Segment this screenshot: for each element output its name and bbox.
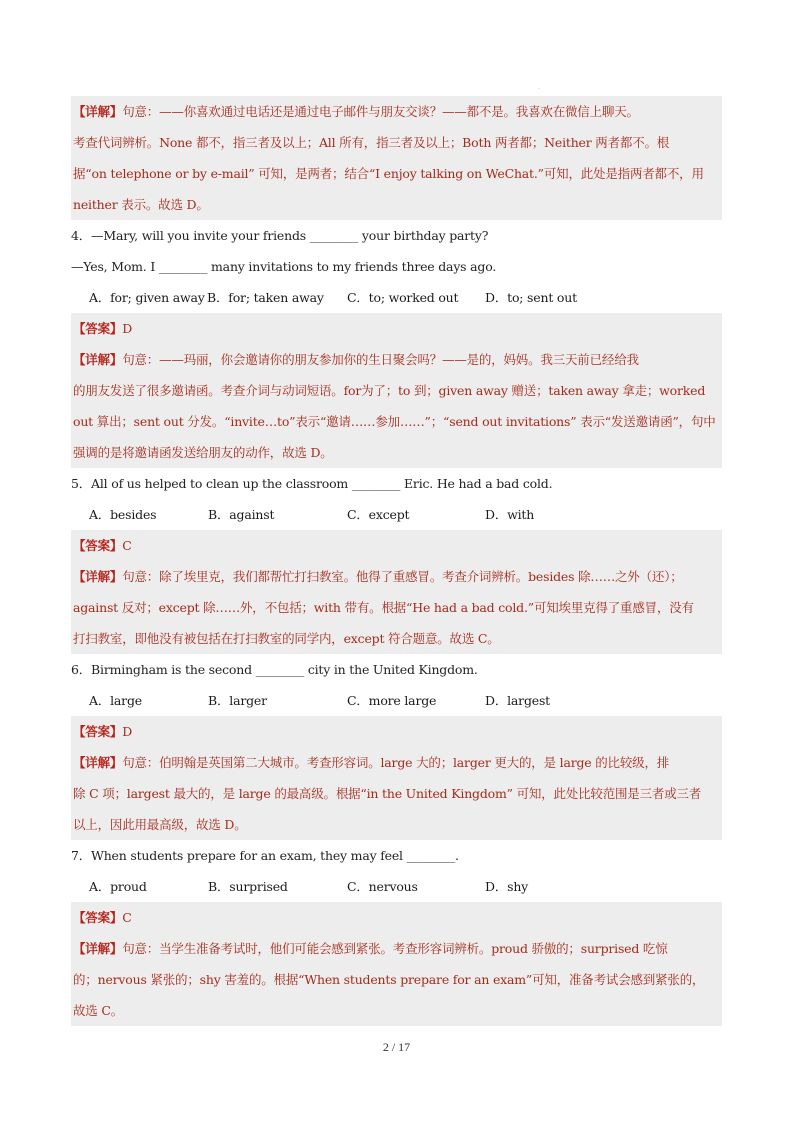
answer-line bbox=[73, 313, 720, 344]
explanation-tag: 【详解】 bbox=[73, 755, 123, 770]
option-a: A．besides bbox=[89, 507, 157, 522]
option-b: B．for; taken away bbox=[207, 290, 324, 305]
option-a: A．large bbox=[89, 693, 142, 708]
explanation-tag: 【详解】 bbox=[73, 352, 123, 367]
explanation-tag: 【详解】 bbox=[73, 941, 123, 956]
question-line: 5．All of us helped to clean up the classroom ________ Eric. He had a bad cold. bbox=[71, 476, 553, 491]
option-d: D．shy bbox=[485, 879, 529, 894]
option-b: B．surprised bbox=[208, 879, 288, 894]
document-body bbox=[71, 96, 722, 1026]
answer-line bbox=[73, 902, 720, 933]
explanation-line: 的朋友发送了很多邀请函。考查介词与动词短语。for为了；to 到；given away 赠送；taken away 拿走；worked bbox=[73, 383, 706, 398]
question-line: 4．—Mary, will you invite your friends ________ your birthday party? bbox=[71, 228, 489, 243]
explanation-line: 【详解】句意：当学生准备考试时，他们可能会感到紧张。考查形容词辨析。proud 骄傲的；surprised 吃惊 bbox=[73, 941, 668, 956]
scan-dot: · bbox=[538, 86, 540, 93]
question-4 bbox=[71, 220, 722, 313]
option-a: A．for; given away bbox=[89, 290, 205, 305]
q6-answer-block bbox=[71, 716, 722, 840]
page-number: 2 / 17 bbox=[382, 1040, 411, 1054]
explanation-line: 故选 C。 bbox=[73, 1003, 124, 1018]
option-d: D．largest bbox=[485, 693, 550, 708]
explanation-tag: 【详解】 bbox=[73, 569, 123, 584]
options-row bbox=[71, 871, 722, 902]
question-line: 7．When students prepare for an exam, they may feel ________. bbox=[71, 848, 459, 863]
answer-tag: 【答案】 bbox=[73, 910, 123, 925]
option-a: A．proud bbox=[89, 879, 147, 894]
explanation-line: 【详解】句意：伯明翰是英国第二大城市。考查形容词。large 大的；larger 更大的，是 large 的比较级，排 bbox=[73, 755, 670, 770]
question-line: —Yes, Mom. I ________ many invitations to my friends three days ago. bbox=[71, 259, 497, 274]
option-c: C．more large bbox=[347, 693, 437, 708]
options-row bbox=[71, 685, 722, 716]
explanation-line: 【详解】句意：——你喜欢通过电话还是通过电子邮件与朋友交谈？——都不是。我喜欢在微信上聊天。 bbox=[73, 104, 639, 119]
q5-answer-block bbox=[71, 530, 722, 654]
answer-line bbox=[73, 716, 720, 747]
answer-value: D bbox=[122, 321, 133, 336]
answer-value: C bbox=[122, 538, 132, 553]
explanation-line: 的；nervous 紧张的；shy 害羞的。根据“When students prepare for an exam”可知，准备考试会感到紧张的， bbox=[73, 972, 705, 987]
explanation-line: 【详解】句意：——玛丽，你会邀请你的朋友参加你的生日聚会吗？——是的，妈妈。我三天前已经给我 bbox=[73, 352, 639, 367]
answer-tag: 【答案】 bbox=[73, 538, 123, 553]
explanation-line: out 算出；sent out 分发。“invite…to”表示“邀请……参加……”；“send out invitations” 表示“发送邀请函”，句中 bbox=[73, 414, 716, 429]
explanation-line: against 反对；except 除……外，不包括；with 带有。根据“He had a bad cold.”可知埃里克得了重感冒，没有 bbox=[73, 600, 694, 615]
options-row bbox=[71, 282, 722, 313]
explanation-tag: 【详解】 bbox=[73, 104, 123, 119]
explanation-line: 【详解】句意：除了埃里克，我们都帮忙打扫教室。他得了重感冒。考查介词辨析。besides 除……之外（还）； bbox=[73, 569, 683, 584]
answer-value: D bbox=[122, 724, 133, 739]
explanation-line: 强调的是将邀请函发送给朋友的动作，故选 D。 bbox=[73, 445, 333, 460]
option-c: C．nervous bbox=[347, 879, 418, 894]
answer-tag: 【答案】 bbox=[73, 321, 123, 336]
explanation-line: 除 C 项；largest 最大的，是 large 的最高级。根据“in the United Kingdom” 可知，此处比较范围是三者或三者 bbox=[73, 786, 702, 801]
option-c: C．to; worked out bbox=[347, 290, 459, 305]
question-7 bbox=[71, 840, 722, 902]
q3-explanation-block bbox=[71, 96, 722, 220]
question-line: 6．Birmingham is the second ________ city in the United Kingdom. bbox=[71, 662, 478, 677]
q7-answer-block bbox=[71, 902, 722, 1026]
answer-line bbox=[73, 530, 720, 561]
option-b: B．against bbox=[208, 507, 275, 522]
explanation-line: neither 表示。故选 D。 bbox=[73, 197, 209, 212]
option-d: D．with bbox=[485, 507, 535, 522]
option-d: D．to; sent out bbox=[485, 290, 577, 305]
explanation-line: 考查代词辨析。None 都不，指三者及以上；All 所有，指三者及以上；Both 两者都；Neither 两者都不。根 bbox=[73, 135, 670, 150]
question-5 bbox=[71, 468, 722, 530]
answer-tag: 【答案】 bbox=[73, 724, 123, 739]
question-6 bbox=[71, 654, 722, 716]
options-row bbox=[71, 499, 722, 530]
explanation-line: 据“on telephone or by e-mail” 可知，是两者；结合“I enjoy talking on WeChat.”可知，此处是指两者都不，用 bbox=[73, 166, 704, 181]
explanation-line: 打扫教室，即他没有被包括在打扫教室的同学内，except 符合题意。故选 C。 bbox=[73, 631, 500, 646]
answer-value: C bbox=[122, 910, 132, 925]
explanation-line: 以上，因此用最高级，故选 D。 bbox=[73, 817, 247, 832]
option-c: C．except bbox=[347, 507, 410, 522]
q4-answer-block bbox=[71, 313, 722, 468]
option-b: B．larger bbox=[208, 693, 267, 708]
